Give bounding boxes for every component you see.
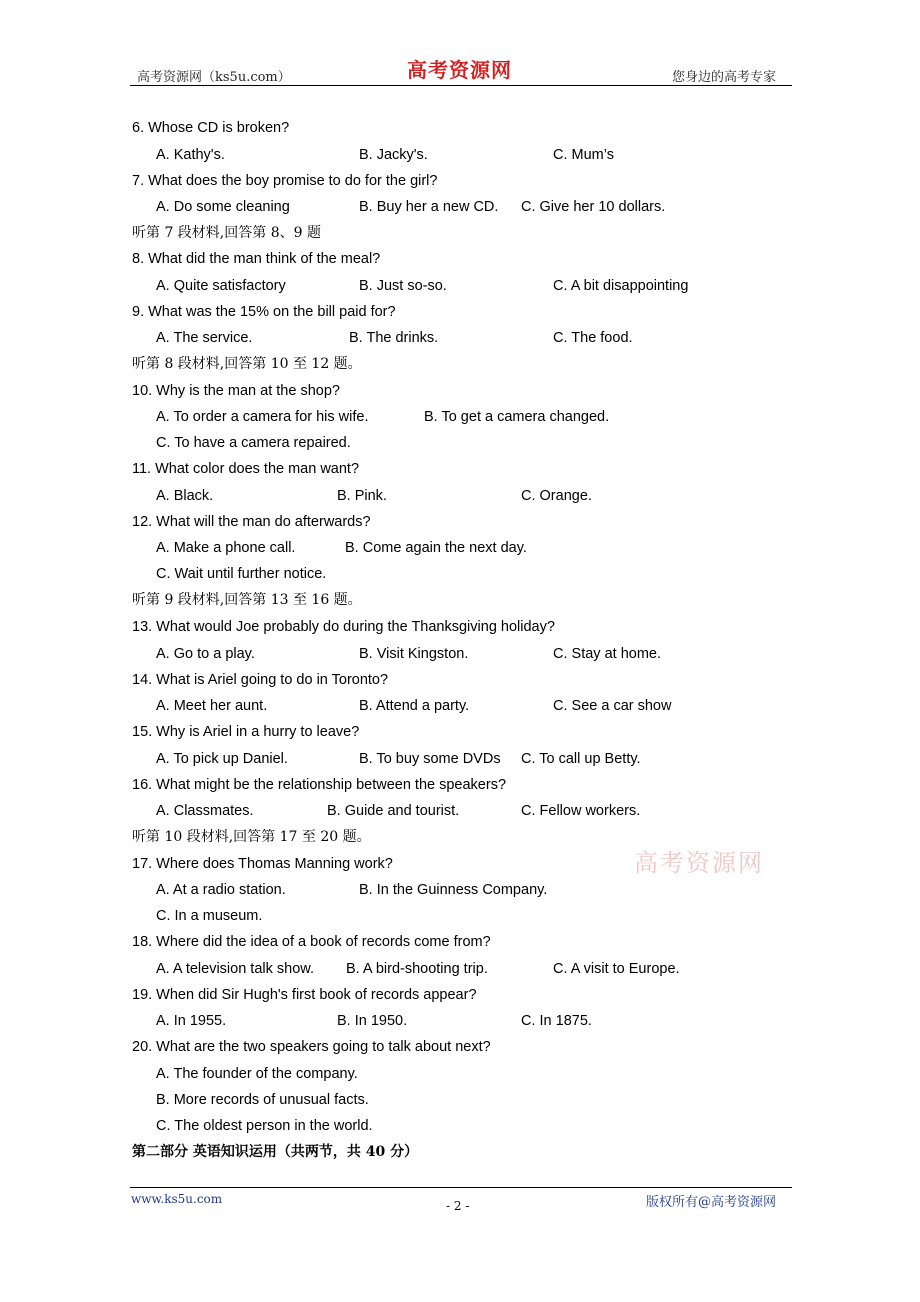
section-heading-10: 听第 10 段材料,回答第 17 至 20 题。: [132, 829, 371, 845]
option-18a: A. A television talk show.: [156, 961, 314, 977]
question-6: 6. Whose CD is broken?: [132, 120, 290, 136]
option-20a: A. The founder of the company.: [156, 1066, 358, 1082]
option-10c: C. To have a camera repaired.: [156, 435, 351, 451]
option-9a: A. The service.: [156, 330, 253, 346]
option-19c: C. In 1875.: [521, 1013, 592, 1029]
question-7: 7. What does the boy promise to do for the girl?: [132, 173, 438, 189]
option-10b: B. To get a camera changed.: [424, 409, 610, 425]
option-7b: B. Buy her a new CD.: [359, 199, 499, 215]
option-10a: A. To order a camera for his wife.: [156, 409, 369, 425]
option-14a: A. Meet her aunt.: [156, 698, 268, 714]
option-17a: A. At a radio station.: [156, 882, 286, 898]
option-17c: C. In a museum.: [156, 908, 263, 924]
question-13: 13. What would Joe probably do during the Thanksgiving holiday?: [132, 619, 555, 635]
option-13b: B. Visit Kingston.: [359, 646, 469, 662]
option-7a: A. Do some cleaning: [156, 199, 290, 215]
option-15c: C. To call up Betty.: [521, 751, 641, 767]
footer-copyright: 版权所有@高考资源网: [646, 1195, 777, 1210]
option-17b: B. In the Guinness Company.: [359, 882, 548, 898]
footer-divider: [130, 1187, 792, 1188]
question-11: 11. What color does the man want?: [132, 461, 360, 477]
option-16c: C. Fellow workers.: [521, 803, 641, 819]
option-7c: C. Give her 10 dollars.: [521, 199, 666, 215]
question-8: 8. What did the man think of the meal?: [132, 251, 381, 267]
question-10: 10. Why is the man at the shop?: [132, 383, 340, 399]
option-13a: A. Go to a play.: [156, 646, 255, 662]
question-17: 17. Where does Thomas Manning work?: [132, 856, 393, 872]
watermark: 高考资源网: [634, 849, 764, 877]
option-14c: C. See a car show: [553, 698, 672, 714]
option-19a: A. In 1955.: [156, 1013, 227, 1029]
option-6a: A. Kathy's.: [156, 147, 225, 163]
question-19: 19. When did Sir Hugh's first book of records appear?: [132, 987, 477, 1003]
option-20b: B. More records of unusual facts.: [156, 1092, 369, 1108]
option-19b: B. In 1950.: [337, 1013, 408, 1029]
header-divider: [130, 85, 792, 86]
option-18b: B. A bird-shooting trip.: [346, 961, 488, 977]
option-11a: A. Black.: [156, 488, 214, 504]
option-16a: A. Classmates.: [156, 803, 254, 819]
question-20: 20. What are the two speakers going to talk about next?: [132, 1039, 491, 1055]
question-16: 16. What might be the relationship between the speakers?: [132, 777, 507, 793]
option-8c: C. A bit disappointing: [553, 278, 689, 294]
option-6c: C. Mum’s: [553, 147, 614, 163]
option-16b: B. Guide and tourist.: [327, 803, 460, 819]
option-8a: A. Quite satisfactory: [156, 278, 286, 294]
footer-url[interactable]: www.ks5u.com: [131, 1192, 223, 1206]
page-number: - 2 -: [446, 1199, 470, 1213]
option-18c: C. A visit to Europe.: [553, 961, 680, 977]
question-9: 9. What was the 15% on the bill paid for?: [132, 304, 396, 320]
option-6b: B. Jacky's.: [359, 147, 428, 163]
question-18: 18. Where did the idea of a book of records come from?: [132, 934, 491, 950]
option-9b: B. The drinks.: [349, 330, 439, 346]
part-two-heading: 第二部分 英语知识运用（共两节，共 40 分）: [132, 1144, 419, 1160]
header-logo: 高考资源网: [407, 58, 512, 82]
section-heading-7: 听第 7 段材料,回答第 8、9 题: [132, 225, 321, 241]
option-11b: B. Pink.: [337, 488, 387, 504]
option-12b: B. Come again the next day.: [345, 540, 527, 556]
header-site-name: 高考资源网（ks5u.com）: [137, 70, 291, 85]
question-12: 12. What will the man do afterwards?: [132, 514, 371, 530]
option-15b: B. To buy some DVDs: [359, 751, 501, 767]
option-20c: C. The oldest person in the world.: [156, 1118, 373, 1134]
option-8b: B. Just so-so.: [359, 278, 447, 294]
section-heading-9: 听第 9 段材料,回答第 13 至 16 题。: [132, 592, 362, 608]
section-heading-8: 听第 8 段材料,回答第 10 至 12 题。: [132, 356, 362, 372]
header-slogan: 您身边的高考专家: [672, 70, 777, 85]
question-14: 14. What is Ariel going to do in Toronto?: [132, 672, 389, 688]
option-15a: A. To pick up Daniel.: [156, 751, 288, 767]
option-9c: C. The food.: [553, 330, 633, 346]
option-11c: C. Orange.: [521, 488, 592, 504]
option-13c: C. Stay at home.: [553, 646, 661, 662]
question-15: 15. Why is Ariel in a hurry to leave?: [132, 724, 360, 740]
option-14b: B. Attend a party.: [359, 698, 470, 714]
option-12a: A. Make a phone call.: [156, 540, 296, 556]
option-12c: C. Wait until further notice.: [156, 566, 327, 582]
